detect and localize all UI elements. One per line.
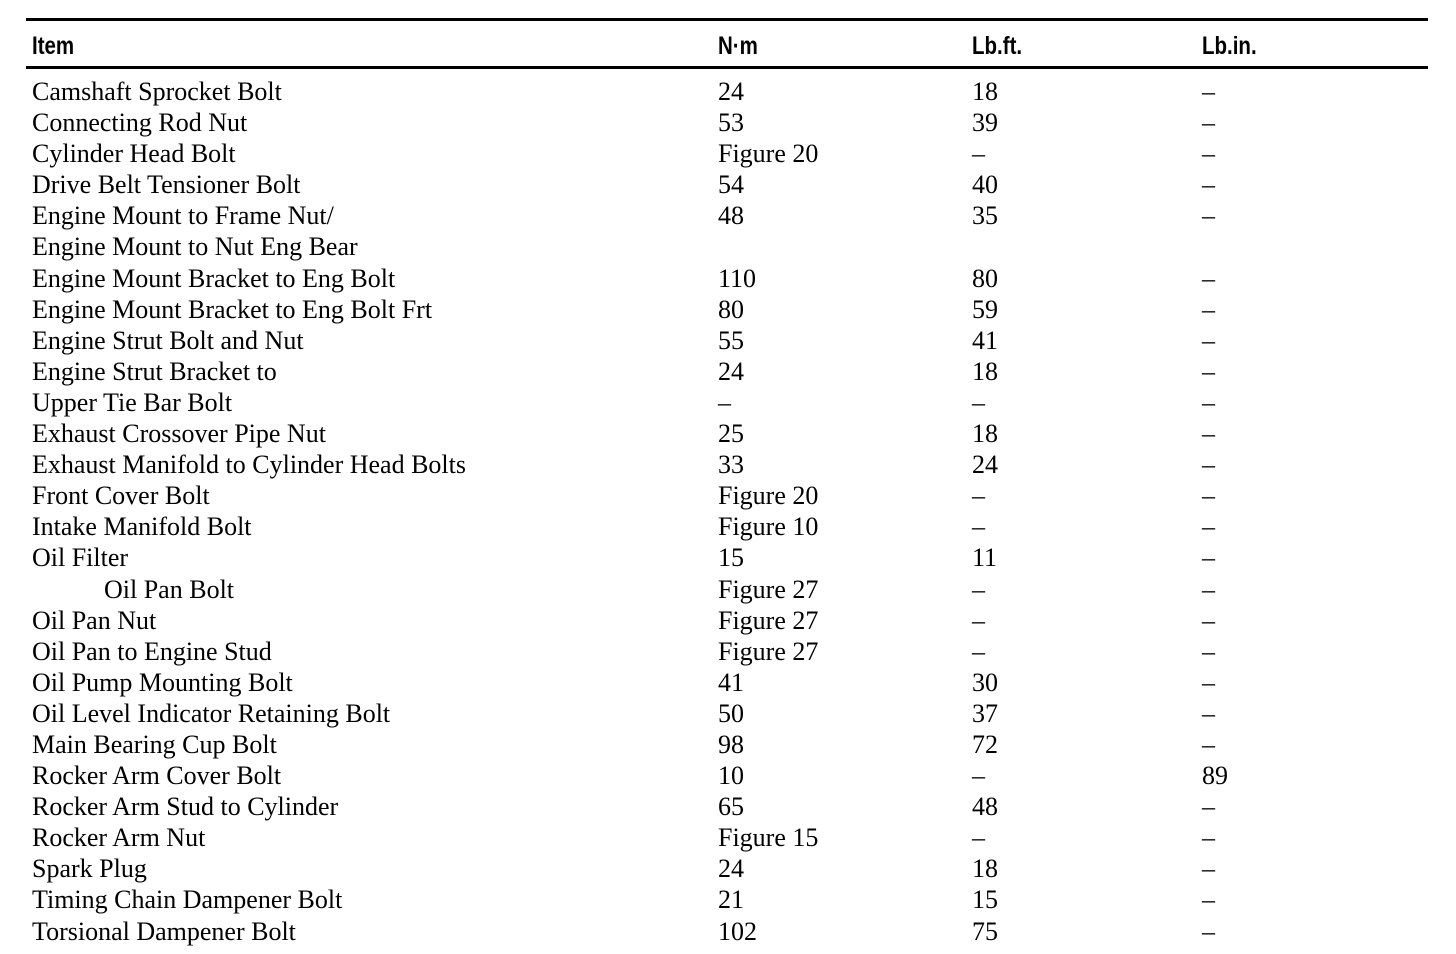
cell-pound-feet: – bbox=[972, 761, 985, 791]
cell-newton-meters: 41 bbox=[718, 667, 744, 697]
cell-item: Oil Pan to Engine Stud bbox=[32, 636, 272, 666]
header-pound-feet: Lb.ft. bbox=[972, 32, 1023, 60]
cell-pound-inches: – bbox=[1202, 325, 1215, 355]
cell-pound-inches: – bbox=[1202, 667, 1215, 697]
cell-item: Rocker Arm Stud to Cylinder bbox=[32, 792, 339, 822]
header-pound-inches: Lb.in. bbox=[1202, 32, 1257, 60]
table-top-rule bbox=[26, 18, 1428, 21]
cell-pound-feet: 24 bbox=[972, 450, 998, 480]
cell-pound-inches: – bbox=[1202, 605, 1215, 635]
table-row bbox=[0, 853, 1456, 884]
cell-pound-inches: – bbox=[1202, 636, 1215, 666]
cell-pound-feet: 80 bbox=[972, 263, 998, 293]
cell-item: Connecting Rod Nut bbox=[32, 108, 248, 138]
table-row bbox=[0, 698, 1456, 729]
cell-newton-meters: Figure 10 bbox=[718, 512, 819, 542]
cell-pound-feet: – bbox=[972, 387, 985, 417]
cell-item: Rocker Arm Cover Bolt bbox=[32, 761, 282, 791]
cell-pound-feet: 59 bbox=[972, 294, 998, 324]
table-header-rule bbox=[26, 66, 1428, 69]
cell-item: Oil Pan Nut bbox=[32, 605, 157, 635]
cell-pound-inches: – bbox=[1202, 139, 1215, 169]
cell-pound-feet: 18 bbox=[972, 419, 998, 449]
cell-item: Oil Pump Mounting Bolt bbox=[32, 667, 293, 697]
table-row bbox=[0, 916, 1456, 947]
cell-item: Oil Level Indicator Retaining Bolt bbox=[32, 698, 391, 728]
cell-pound-feet: 48 bbox=[972, 792, 998, 822]
cell-newton-meters: 10 bbox=[718, 761, 744, 791]
table-row bbox=[0, 76, 1456, 107]
cell-newton-meters: Figure 20 bbox=[718, 481, 819, 511]
cell-pound-feet: 11 bbox=[972, 543, 998, 573]
cell-pound-inches: – bbox=[1202, 885, 1215, 915]
cell-item: Upper Tie Bar Bolt bbox=[32, 387, 233, 417]
table-row bbox=[0, 325, 1456, 356]
cell-pound-feet: 75 bbox=[972, 916, 998, 946]
header-item: Item bbox=[32, 32, 75, 60]
table-row bbox=[0, 231, 1456, 262]
table-row bbox=[0, 511, 1456, 542]
cell-item: Engine Mount Bracket to Eng Bolt bbox=[32, 263, 396, 293]
cell-pound-feet: 18 bbox=[972, 77, 998, 106]
table-row bbox=[0, 263, 1456, 294]
cell-pound-feet: 18 bbox=[972, 854, 998, 884]
cell-pound-feet: 37 bbox=[972, 698, 998, 728]
cell-item: Cylinder Head Bolt bbox=[32, 139, 236, 169]
cell-newton-meters: 33 bbox=[718, 450, 744, 480]
table-row bbox=[0, 449, 1456, 480]
table-body bbox=[0, 76, 1456, 947]
cell-newton-meters: 80 bbox=[718, 294, 744, 324]
cell-pound-inches: – bbox=[1202, 854, 1215, 884]
cell-pound-feet: 41 bbox=[972, 325, 998, 355]
table-row bbox=[0, 760, 1456, 791]
cell-pound-inches: – bbox=[1202, 387, 1215, 417]
table-row bbox=[0, 387, 1456, 418]
table-row bbox=[0, 574, 1456, 605]
cell-item: Front Cover Bolt bbox=[32, 481, 210, 511]
cell-pound-inches: – bbox=[1202, 698, 1215, 728]
cell-pound-feet: 72 bbox=[972, 729, 998, 759]
cell-pound-feet: – bbox=[972, 823, 985, 853]
cell-item: Engine Strut Bolt and Nut bbox=[32, 325, 304, 355]
cell-item: Exhaust Manifold to Cylinder Head Bolts bbox=[32, 450, 467, 480]
cell-item: Rocker Arm Nut bbox=[32, 823, 206, 853]
cell-pound-inches: 89 bbox=[1202, 761, 1228, 791]
cell-pound-feet: – bbox=[972, 139, 985, 169]
cell-pound-inches: – bbox=[1202, 916, 1215, 946]
cell-item: Oil Filter bbox=[32, 543, 129, 573]
cell-pound-inches: – bbox=[1202, 574, 1215, 604]
cell-item: Engine Mount to Nut Eng Bear bbox=[32, 232, 358, 262]
table-row bbox=[0, 605, 1456, 636]
table-row bbox=[0, 542, 1456, 573]
cell-pound-feet: 35 bbox=[972, 201, 998, 231]
cell-newton-meters: 98 bbox=[718, 729, 744, 759]
cell-newton-meters: Figure 27 bbox=[718, 574, 819, 604]
cell-newton-meters: 110 bbox=[718, 263, 757, 293]
cell-newton-meters: 48 bbox=[718, 201, 744, 231]
cell-item: Drive Belt Tensioner Bolt bbox=[32, 170, 301, 200]
cell-pound-inches: – bbox=[1202, 729, 1215, 759]
cell-item: Engine Strut Bracket to bbox=[32, 356, 277, 386]
cell-item: Timing Chain Dampener Bolt bbox=[32, 885, 343, 915]
cell-pound-inches: – bbox=[1202, 108, 1215, 138]
cell-pound-inches: – bbox=[1202, 77, 1215, 106]
cell-newton-meters: 65 bbox=[718, 792, 744, 822]
cell-newton-meters: 54 bbox=[718, 170, 744, 200]
table-row bbox=[0, 667, 1456, 698]
cell-newton-meters: 50 bbox=[718, 698, 744, 728]
cell-item: Main Bearing Cup Bolt bbox=[32, 729, 277, 759]
cell-newton-meters: Figure 15 bbox=[718, 823, 819, 853]
table-row bbox=[0, 791, 1456, 822]
cell-item: Intake Manifold Bolt bbox=[32, 512, 252, 542]
table-row bbox=[0, 356, 1456, 387]
cell-newton-meters: 15 bbox=[718, 543, 744, 573]
cell-item: Engine Mount to Frame Nut/ bbox=[32, 201, 334, 231]
table-row bbox=[0, 418, 1456, 449]
cell-newton-meters: Figure 27 bbox=[718, 636, 819, 666]
cell-pound-inches: – bbox=[1202, 294, 1215, 324]
cell-item: Camshaft Sprocket Bolt bbox=[32, 77, 282, 106]
cell-newton-meters: – bbox=[718, 387, 731, 417]
cell-pound-inches: – bbox=[1202, 823, 1215, 853]
cell-pound-inches: – bbox=[1202, 419, 1215, 449]
cell-newton-meters: 25 bbox=[718, 419, 744, 449]
cell-item: Engine Mount Bracket to Eng Bolt Frt bbox=[32, 294, 433, 324]
table-row bbox=[0, 294, 1456, 325]
table-header-row bbox=[0, 24, 1456, 64]
cell-item: Oil Pan Bolt bbox=[104, 574, 235, 604]
cell-pound-inches: – bbox=[1202, 792, 1215, 822]
cell-newton-meters: 24 bbox=[718, 77, 744, 106]
cell-item: Torsional Dampener Bolt bbox=[32, 916, 296, 946]
table-row bbox=[0, 200, 1456, 231]
table-row bbox=[0, 480, 1456, 511]
cell-newton-meters: 53 bbox=[718, 108, 744, 138]
cell-pound-inches: – bbox=[1202, 356, 1215, 386]
cell-item: Spark Plug bbox=[32, 854, 147, 884]
cell-pound-inches: – bbox=[1202, 170, 1215, 200]
cell-pound-feet: 18 bbox=[972, 356, 998, 386]
table-row bbox=[0, 107, 1456, 138]
header-newton-meters: N·m bbox=[718, 32, 758, 60]
cell-pound-inches: – bbox=[1202, 481, 1215, 511]
cell-newton-meters: Figure 20 bbox=[718, 139, 819, 169]
cell-pound-feet: 39 bbox=[972, 108, 998, 138]
cell-newton-meters: 24 bbox=[718, 356, 744, 386]
cell-newton-meters: Figure 27 bbox=[718, 605, 819, 635]
cell-newton-meters: 21 bbox=[718, 885, 744, 915]
cell-newton-meters: 55 bbox=[718, 325, 744, 355]
cell-newton-meters: 24 bbox=[718, 854, 744, 884]
cell-newton-meters: 102 bbox=[718, 916, 757, 946]
table-row bbox=[0, 169, 1456, 200]
cell-pound-inches: – bbox=[1202, 201, 1215, 231]
cell-pound-inches: – bbox=[1202, 450, 1215, 480]
cell-pound-inches: – bbox=[1202, 543, 1215, 573]
table-row bbox=[0, 729, 1456, 760]
table-row bbox=[0, 138, 1456, 169]
table-row bbox=[0, 884, 1456, 915]
cell-pound-feet: – bbox=[972, 574, 985, 604]
cell-item: Exhaust Crossover Pipe Nut bbox=[32, 419, 326, 449]
cell-pound-feet: 15 bbox=[972, 885, 998, 915]
table-row bbox=[0, 822, 1456, 853]
cell-pound-feet: – bbox=[972, 512, 985, 542]
table-row bbox=[0, 636, 1456, 667]
cell-pound-inches: – bbox=[1202, 263, 1215, 293]
cell-pound-feet: 30 bbox=[972, 667, 998, 697]
cell-pound-feet: 40 bbox=[972, 170, 998, 200]
cell-pound-feet: – bbox=[972, 481, 985, 511]
cell-pound-feet: – bbox=[972, 636, 985, 666]
cell-pound-feet: – bbox=[972, 605, 985, 635]
cell-pound-inches: – bbox=[1202, 512, 1215, 542]
